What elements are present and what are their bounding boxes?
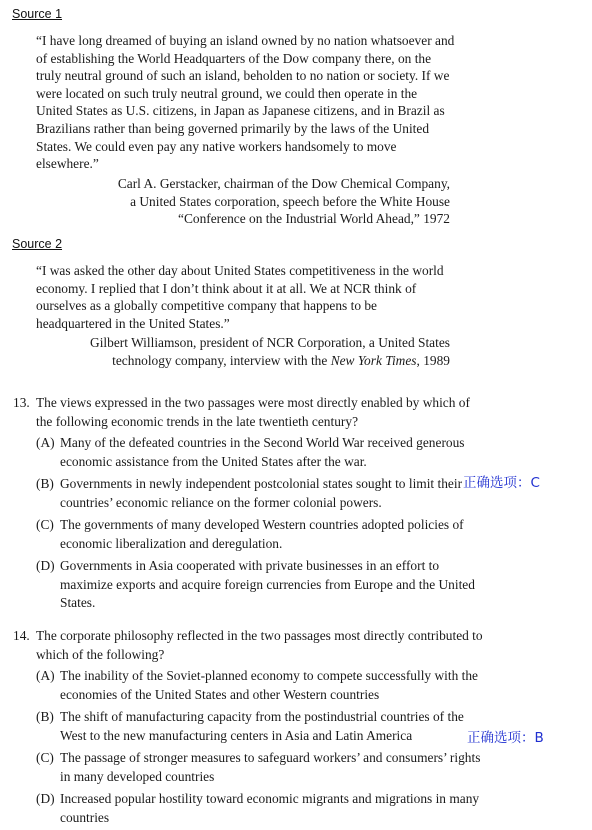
question-14-option-d[interactable]: [36, 790, 483, 827]
option-letter: (D): [36, 558, 55, 573]
source-1-attribution-line-2: a United States corporation, speech before the White House: [130, 193, 450, 209]
question-14-text: The corporate philosophy reflected in the two passages most directly contributed to which of the following?: [36, 628, 483, 662]
option-text: The shift of manufacturing capacity from the postindustrial countries of the West to the new manufacturing centers in Asia and Latin America: [60, 709, 464, 743]
source-1-label: Source 1: [12, 7, 63, 21]
option-letter: (D): [36, 791, 55, 806]
question-13-option-d[interactable]: [36, 557, 483, 613]
option-text: Governments in Asia cooperated with private businesses in an effort to maximize exports and acquire foreign currencies from Europe and the United States.: [60, 558, 475, 610]
source-2-attribution: [90, 334, 450, 369]
option-text: The passage of stronger measures to safeguard workers’ and consumers’ rights in many developed countries: [60, 750, 481, 784]
question-14-option-a[interactable]: [36, 667, 483, 704]
option-text: Increased popular hostility toward economic migrants and migrations in many countries: [60, 791, 480, 825]
question-14-option-c[interactable]: [36, 749, 483, 786]
source-2-attribution-line-2-text: technology company, interview with the: [112, 352, 331, 368]
question-13-answer-note: 正确选项：C: [463, 475, 540, 491]
question-14-answer-note: 正确选项：B: [467, 730, 544, 746]
source-1-attribution-line-3: “Conference on the Industrial World Ahead,” 1972: [178, 211, 450, 226]
option-letter: (B): [36, 709, 54, 724]
source-2-attribution-line-2-year: , 1989: [416, 352, 450, 368]
option-letter: (B): [36, 476, 54, 491]
source-1-quote: “I have long dreamed of buying an island owned by no nation whatsoever and of establishing the World Headquarters of the Dow company there, on the truly neutral ground of such an island, beholden to no nation or society. If we were located on such truly neutral ground, we could then operate in the United States as U.S. citizens, in Japan as Japanese citizens, and in Brazil as Brazilians rather than being governed primarily by the laws of the United States. We could even pay any native workers handsomely to move elsewhere.”: [36, 33, 455, 172]
question-13-option-c[interactable]: [36, 516, 483, 553]
question-13: [13, 393, 483, 613]
option-text: The governments of many developed Western countries adopted policies of economic liberalization and deregulation.: [60, 517, 464, 551]
source-1-attribution: [118, 175, 450, 228]
option-text: Governments in newly independent postcolonial states sought to limit their countries’ economic reliance on the former colonial powers.: [60, 476, 463, 510]
question-13-stem: [13, 393, 483, 431]
option-letter: (A): [36, 435, 55, 450]
option-letter: (C): [36, 517, 54, 532]
source-2-quote: “I was asked the other day about United States competitiveness in the world economy. I replied that I don’t think about it at all. We at NCR think of ourselves as a globally competitive company that happens to be headquartered in the United States.”: [36, 263, 444, 331]
source-1-attribution-line-1: Carl A. Gerstacker, chairman of the Dow Chemical Company,: [117, 176, 450, 191]
question-14: [13, 626, 483, 827]
option-text: Many of the defeated countries in the Second World War received generous economic assistance from the United States after the war.: [60, 435, 465, 469]
source-2-attribution-line-2: [90, 352, 450, 370]
question-13-option-a[interactable]: [36, 434, 483, 471]
option-letter: (A): [36, 668, 55, 683]
question-14-stem: [13, 626, 483, 664]
source-2-attribution-line-1: Gilbert Williamson, president of NCR Corporation, a United States: [90, 335, 450, 350]
question-13-number: 13.: [13, 395, 30, 410]
source-2-publication-title: New York Times: [330, 352, 417, 368]
source-2-label: Source 2: [12, 237, 63, 251]
option-text: The inability of the Soviet-planned economy to compete successfully with the economies of the United States and other Western countries: [60, 668, 478, 702]
question-14-number: 14.: [13, 628, 30, 643]
question-13-text: The views expressed in the two passages were most directly enabled by which of the following economic trends in the late twentieth century?: [36, 395, 470, 429]
question-13-option-b[interactable]: [36, 475, 483, 512]
option-letter: (C): [36, 750, 54, 765]
question-14-option-b[interactable]: [36, 708, 483, 745]
